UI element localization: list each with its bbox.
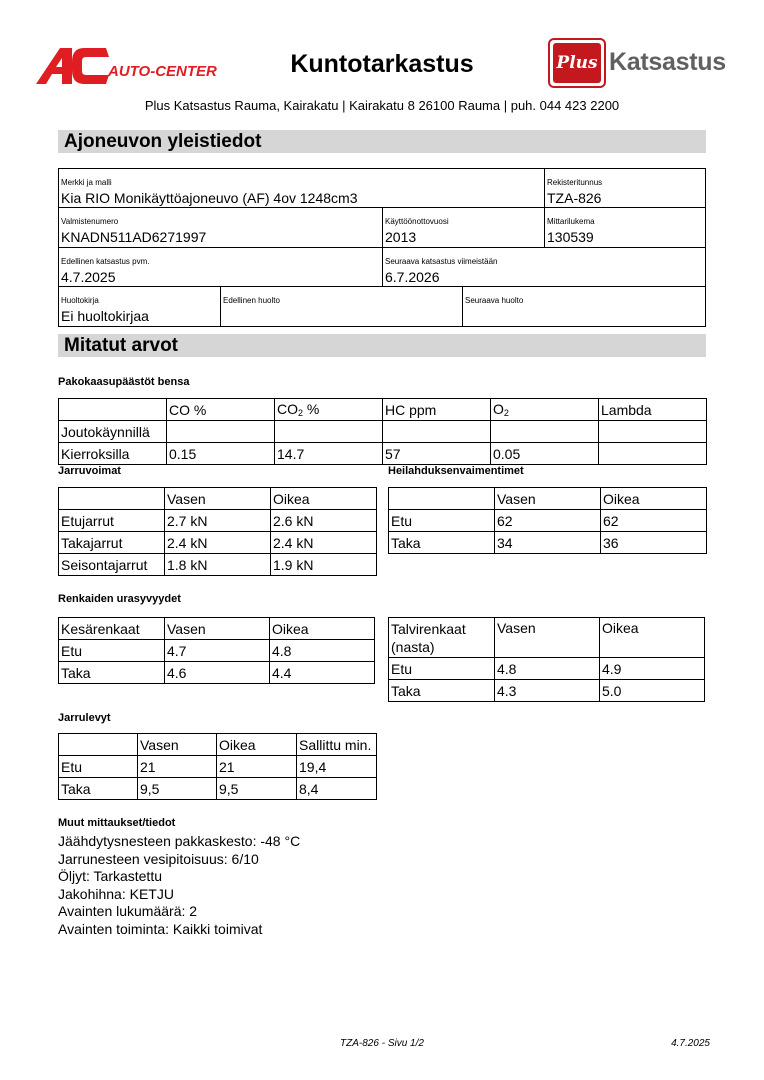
next-inspection-cell	[383, 248, 705, 286]
vehicle-row-inspection	[59, 248, 705, 287]
table-cell	[383, 421, 491, 443]
table-cell: 4.7	[165, 640, 270, 662]
plus-katsastus-logo	[548, 38, 728, 90]
prev-inspection-label: Edellinen katsastus pvm.	[61, 257, 150, 266]
row-label: Seisontajarrut	[59, 554, 165, 576]
next-inspection-value: 6.7.2026	[385, 269, 440, 285]
column-header: Vasen	[495, 618, 600, 658]
prev-service-label: Edellinen huolto	[223, 296, 280, 305]
row-label: Takajarrut	[59, 532, 165, 554]
table-cell: 21	[138, 756, 217, 778]
next-service-cell	[463, 287, 705, 326]
table-cell	[599, 421, 707, 443]
column-header: Vasen	[495, 488, 601, 510]
table-cell: 2.7 kN	[165, 510, 271, 532]
service-book-value: Ei huoltokirjaa	[61, 308, 149, 324]
row-label: Talvirenkaat (nasta)	[389, 618, 495, 658]
vehicle-row-service	[59, 287, 705, 326]
table-cell: 0.05	[491, 443, 599, 465]
table-cell: 19,4	[297, 756, 377, 778]
station-address: Plus Katsastus Rauma, Kairakatu | Kairakatu 8 26100 Rauma | puh. 044 423 2200	[144, 98, 620, 113]
table-cell	[275, 421, 383, 443]
table-row	[59, 778, 377, 800]
column-header: Lambda	[599, 399, 707, 421]
column-header: Vasen	[165, 618, 270, 640]
column-header: Oikea	[600, 618, 705, 658]
emissions-table	[58, 398, 707, 465]
page-footer-number: TZA-826 - Sivu 1/2	[340, 1038, 424, 1049]
column-header: Oikea	[217, 734, 297, 756]
row-label: Joutokäynnillä	[59, 421, 167, 443]
reg-value: TZA-826	[547, 190, 602, 206]
shocks-header-row	[389, 488, 707, 510]
next-inspection-label: Seuraava katsastus viimeistään	[385, 257, 498, 266]
o2-symbol: O	[493, 401, 504, 417]
table-cell: 14.7	[275, 443, 383, 465]
column-header: Oikea	[271, 488, 377, 510]
list-item: Avainten toiminta: Kaikki toimivat	[58, 920, 263, 937]
prev-service-cell	[221, 287, 463, 326]
next-service-label: Seuraava huolto	[465, 296, 524, 305]
table-cell: 36	[601, 532, 707, 554]
co2-subscript: 2	[298, 408, 304, 418]
brake-force-heading: Jarruvoimat	[58, 465, 121, 477]
table-cell: 9,5	[138, 778, 217, 800]
column-header	[491, 399, 599, 421]
auto-center-logo	[36, 44, 226, 86]
section-measurements	[58, 334, 706, 357]
emissions-heading: Pakokaasupäästöt bensa	[58, 376, 190, 388]
table-row	[59, 662, 375, 684]
list-item: Jäähdytysnesteen pakkaskesto: -48 °C	[58, 833, 301, 849]
table-row	[59, 532, 377, 554]
make-label: Merkki ja malli	[61, 178, 112, 187]
shock-absorbers-table	[388, 487, 707, 554]
summer-tires-table	[58, 617, 375, 684]
column-header: HC ppm	[383, 399, 491, 421]
year-cell	[383, 208, 545, 247]
brake-discs-table	[58, 733, 377, 800]
table-row	[59, 640, 375, 662]
table-cell: 62	[601, 510, 707, 532]
vehicle-info-grid	[58, 168, 706, 327]
table-cell	[599, 443, 707, 465]
table-cell	[59, 399, 167, 421]
table-cell: 4.6	[165, 662, 270, 684]
prev-inspection-value: 4.7.2025	[61, 269, 116, 285]
table-cell: 2.4 kN	[271, 532, 377, 554]
co2-symbol: CO	[277, 401, 298, 417]
section-title: Ajoneuvon yleistiedot	[64, 131, 262, 152]
row-label: Taka	[389, 680, 495, 702]
table-cell: 5.0	[600, 680, 705, 702]
shock-absorbers-heading: Heilahduksenvaimentimet	[388, 465, 524, 477]
plus-logo-word: Katsastus	[609, 48, 726, 76]
other-measurements-list	[58, 833, 300, 939]
emissions-header-row	[59, 399, 707, 421]
table-cell: 9,5	[217, 778, 297, 800]
brake-discs-heading: Jarrulevyt	[58, 712, 111, 724]
prev-inspection-cell	[59, 248, 383, 286]
table-cell: 8,4	[297, 778, 377, 800]
table-row	[59, 421, 707, 443]
row-label: Taka	[59, 778, 138, 800]
vehicle-row-vin	[59, 208, 705, 248]
column-header: Sallittu min.	[297, 734, 377, 756]
column-header: Oikea	[270, 618, 375, 640]
list-item: Jarrunesteen vesipitoisuus: 6/10	[58, 850, 259, 867]
reg-label: Rekisteritunnus	[547, 178, 603, 187]
table-cell	[389, 488, 495, 510]
table-row	[389, 532, 707, 554]
vin-label: Valmistenumero	[61, 217, 119, 226]
page-footer-date: 4.7.2025	[671, 1038, 710, 1049]
reg-cell	[545, 169, 705, 207]
make-cell	[59, 169, 545, 207]
list-item: Avainten lukumäärä: 2	[58, 903, 198, 920]
table-cell: 1.9 kN	[271, 554, 377, 576]
table-row	[59, 554, 377, 576]
plus-logo-box	[548, 38, 606, 88]
column-header	[275, 399, 383, 421]
summer-tires-header-row	[59, 618, 375, 640]
table-cell: 4.9	[600, 658, 705, 680]
table-cell: 0.15	[167, 443, 275, 465]
vin-value: KNADN511AD6271997	[61, 229, 207, 245]
table-cell	[167, 421, 275, 443]
row-label: Kesärenkaat	[59, 618, 165, 640]
auto-center-wordmark: AUTO-CENTER	[108, 63, 217, 80]
table-row	[389, 680, 705, 702]
odometer-label: Mittarilukema	[547, 217, 595, 226]
table-cell: 34	[495, 532, 601, 554]
table-row	[389, 510, 707, 532]
section-vehicle-info	[58, 130, 706, 153]
table-cell	[59, 734, 138, 756]
table-row	[59, 443, 707, 465]
table-cell: 2.4 kN	[165, 532, 271, 554]
auto-center-logo-mark	[36, 44, 226, 86]
list-item: Jakohihna: KETJU	[58, 885, 174, 902]
row-label: Etu	[389, 658, 495, 680]
table-cell: 4.8	[495, 658, 600, 680]
table-cell: 21	[217, 756, 297, 778]
service-book-label: Huoltokirja	[61, 296, 99, 305]
document-title: Kuntotarkastus	[290, 50, 474, 78]
table-cell	[491, 421, 599, 443]
brake-force-table	[58, 487, 377, 576]
vehicle-row-make	[59, 169, 705, 208]
section-title: Mitatut arvot	[64, 335, 178, 356]
table-cell: 4.3	[495, 680, 600, 702]
year-label: Käyttöönottovuosi	[385, 217, 449, 226]
table-cell	[59, 488, 165, 510]
column-header: Oikea	[601, 488, 707, 510]
plus-logo-box-text: Plus	[553, 43, 601, 83]
odometer-value: 130539	[547, 229, 594, 245]
table-row	[59, 756, 377, 778]
vin-cell	[59, 208, 383, 247]
year-value: 2013	[385, 229, 417, 245]
other-measurements-heading: Muut mittaukset/tiedot	[58, 817, 176, 829]
row-label: Etu	[389, 510, 495, 532]
column-header: Vasen	[165, 488, 271, 510]
column-header: CO %	[167, 399, 275, 421]
tread-depth-heading: Renkaiden urasyvyydet	[58, 593, 181, 605]
list-item: Öljyt: Tarkastettu	[58, 868, 163, 885]
brake-header-row	[59, 488, 377, 510]
o2-subscript: 2	[503, 408, 509, 418]
make-value: Kia RIO Monikäyttöajoneuvo (AF) 4ov 1248cm3	[61, 190, 358, 206]
row-label: Taka	[59, 662, 165, 684]
table-cell: 62	[495, 510, 601, 532]
discs-header-row	[59, 734, 377, 756]
winter-tires-header-row	[389, 618, 705, 658]
table-row	[389, 658, 705, 680]
winter-tires-table	[388, 617, 705, 702]
row-label: Kierroksilla	[59, 443, 167, 465]
table-cell: 1.8 kN	[165, 554, 271, 576]
odometer-cell	[545, 208, 705, 247]
row-label: Etu	[59, 640, 165, 662]
row-label: Taka	[389, 532, 495, 554]
co2-unit: %	[303, 401, 320, 417]
service-book-cell	[59, 287, 221, 326]
row-label: Etujarrut	[59, 510, 165, 532]
table-cell: 57	[383, 443, 491, 465]
table-row	[59, 510, 377, 532]
table-cell: 4.8	[270, 640, 375, 662]
table-cell: 4.4	[270, 662, 375, 684]
row-label: Etu	[59, 756, 138, 778]
column-header: Vasen	[138, 734, 217, 756]
table-cell: 2.6 kN	[271, 510, 377, 532]
